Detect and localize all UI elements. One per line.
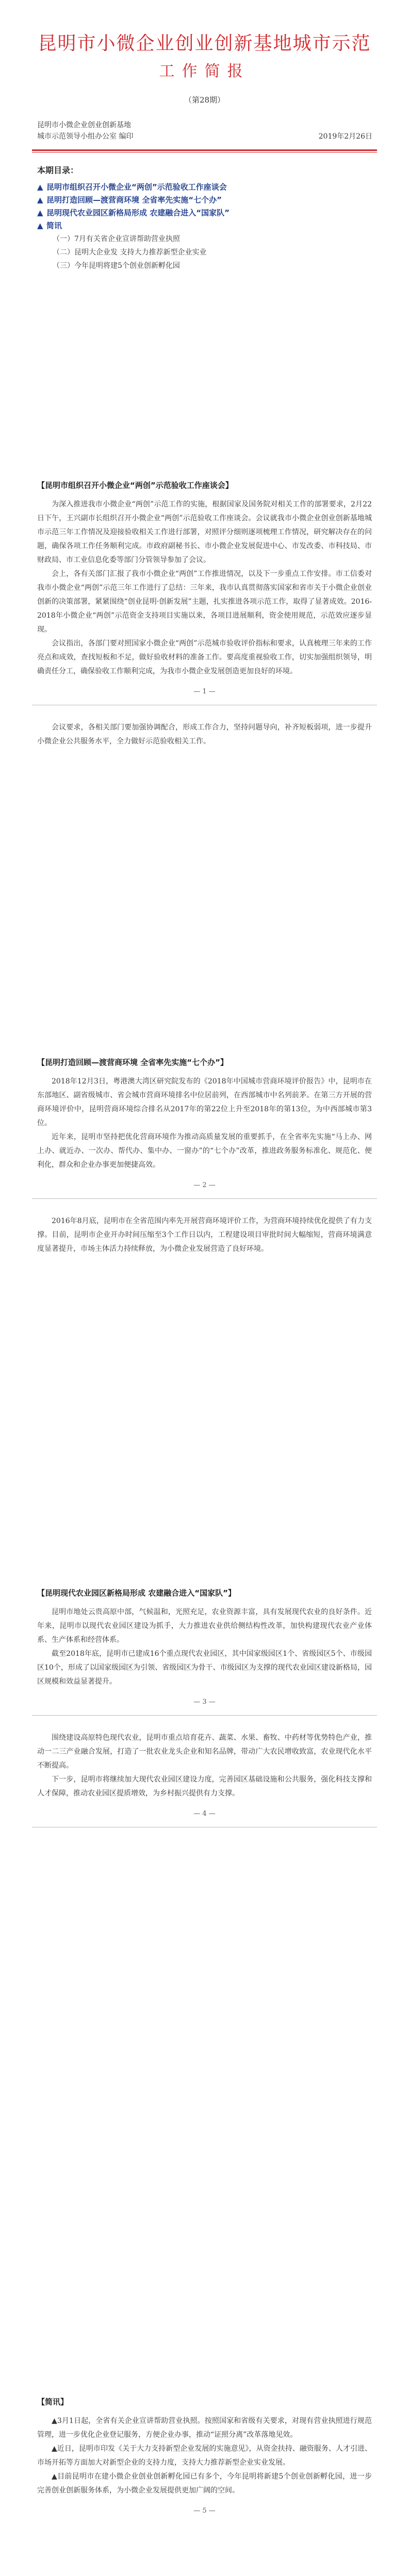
masthead-subtitle: 工作简报 [159,62,250,80]
page-number: — 2 — [193,1181,216,1189]
brief-paragraph: ▲近日，昆明市印发《关于大力支持新型企业发展的实施意见》，从资金扶持、融资服务、人才引进、市场开拓等方面加大对新型企业的支持力度，支持大力推荐新型企业实业发展。 [37,2445,372,2467]
issuer-block [37,120,372,142]
article-two-creation-meeting [32,479,377,749]
toc-subitem: （三）今年昆明将建5个创业创新孵化园 [53,262,180,270]
brief-paragraph: ▲3月1日起，全省有关企业宣讲帮助营业执照。按照国家和省级有关要求，对现有营业执照进行规范管理，进一步优化企业登记服务，方便企业办事，推动“证照分离”改革落地见效。 [37,2417,372,2439]
article-paragraph: 下一步，昆明市将继续加大现代农业园区建设力度，完善园区基础设施和公共服务，强化科技支撑和人才保障，推动农业园区提质增效，为乡村振兴提供有力支撑。 [37,1775,372,1798]
toc-subitem: （一）7月有关省企业宣讲帮助营业执照 [53,235,180,243]
article-title: 【昆明市组织召开小微企业“两创”示范验收工作座谈会】 [37,481,233,490]
toc-item-label: 昆明打造回顾—渡营商环境 全省率先实施“七个办” [46,195,222,205]
toc-heading: 本期目录： [37,165,79,175]
article-paragraph: 围绕建设高原特色现代农业，昆明市重点培育花卉、蔬菜、水果、畜牧、中药材等优势特色产业，推动一二三产业融合发展，打造了一批农业龙头企业和知名品牌，带动广大农民增收致富，农业现代化水平不断提高。 [37,1734,372,1770]
toc-item-label: 昆明现代农业园区新格局形成 农建融合进入“国家队” [46,208,230,217]
toc-item[interactable] [37,219,378,232]
brief-paragraph: ▲目前昆明市在建小微企业创业创新孵化园已有多个，今年昆明将新建5个创业创新孵化园，进一步完善创业创新服务体系，为小微企业发展提供更加广阔的空间。 [37,2472,372,2495]
article-modern-agriculture [32,1587,377,1827]
article-title: 【昆明现代农业园区新格局形成 农建融合进入“国家队”】 [37,1588,236,1598]
issuer-org-line2: 城市示范领导小组办公室 编印 [37,132,134,141]
article-paragraph: 昆明市地处云贵高原中部，气候温和，光照充足，农业资源丰富，具有发展现代农业的良好条件。近年来，昆明市以现代农业园区建设为抓手，大力推进农业供给侧结构性改革，加快构建现代农业产业体系、生产体系和经营体系。 [37,1608,372,1644]
masthead-title: 昆明市小微企业创业创新基地城市示范 [38,32,371,54]
article-business-environment [32,1056,377,1256]
toc-item-label: 昆明市组织召开小微企业“两创”示范验收工作座谈会 [46,182,227,192]
article-paragraph: 近年来，昆明市坚持把优化营商环境作为推动高质量发展的重要抓手，在全省率先实施“马上办、网上办、就近办、一次办、帮代办、集中办、一窗办”的“七个办”改革，推进政务服务标准化、规范化、便利化，群众和企业办事更加便捷高效。 [37,1133,372,1169]
article-title: 【昆明打造回顾—渡营商环境 全省率先实施“七个办”】 [37,1058,228,1067]
page-number: — 4 — [193,1810,216,1818]
triangle-bullet-icon: ▲ [37,208,43,217]
triangle-bullet-icon: ▲ [37,221,43,230]
article-paragraph: 会上，各有关部门汇报了我市小微企业“两创”工作推进情况，以及下一步重点工作安排。市工信委对我市小微企业“两创”示范三年工作进行了总结：三年来，我市认真贯彻落实国家和省市关于小微企业创业创新的决策部署，紧紧围绕“创业昆明·创新发展”主题，扎实推进各项示范工作，取得了显著成效。2016-2018年小微企业“两创”示范资金支持项目实施以来，各项目进展顺利，资金使用规范，示范效应逐步显现。 [37,570,372,634]
article-paragraph: 为深入推进我市小微企业“两创”示范工作的实施，根据国家及国务院对相关工作的部署要求，2月22日下午，王兴副市长组织召开小微企业“两创”示范验收工作座谈会。会议就我市小微企业创业创新基地城市示范三年工作情况及迎接验收相关工作进行部署，对照评分细则逐项梳理工作情况，研究解决存在的问题，确保各项工作任务顺利完成。市政府副秘书长、市小微企业发展促进中心、市发改委、市科技局、市财政局、市工业信息化委等部门分管领导参加了会议。 [37,500,372,564]
article-paragraph: 截至2018年底，昆明市已建成16个重点现代农业园区，其中国家级园区1个、省级园区5个、市级园区10个，形成了以国家级园区为引领、省级园区为骨干、市级园区为支撑的现代农业园区建设新格局，园区规模和效益显著提升。 [37,1650,372,1686]
article-paragraph: 2016年8月底，昆明市在全省范围内率先开展营商环境评价工作，为营商环境持续优化提供了有力支撑。目前，昆明市企业开办时间压缩至3个工作日以内，工程建设项目审批时间大幅缩短，营商环境满意度显著提升，市场主体活力持续释放，为小微企业发展营造了良好环境。 [37,1217,372,1253]
brief-news [32,2396,377,2524]
issue-number: （第28期） [184,95,225,105]
toc-item[interactable] [37,181,378,194]
toc-item[interactable] [37,207,378,219]
article-paragraph: 2018年12月3日，粤港澳大湾区研究院发布的《2018年中国城市营商环境评价报告》中，昆明市在东部地区、副省级城市、省会城市营商环境排名中位居前列，在西部城市中名列前茅。在第三方开展的营商环境评价中，昆明营商环境综合排名从2017年的第22位上升至2018年的第13位，为中西部城市第3位。 [37,1077,372,1127]
triangle-bullet-icon: ▲ [37,195,43,205]
page-number: — 3 — [193,1698,216,1706]
page-number: — 1 — [193,688,216,696]
page-number: — 5 — [193,2507,216,2515]
header-rule [32,149,377,151]
triangle-bullet-icon: ▲ [37,182,43,192]
article-paragraph: 会议要求，各相关部门要加强协调配合，形成工作合力，坚持问题导向，补齐短板弱项，进一步提升小微企业公共服务水平，全力做好示范验收相关工作。 [37,723,372,745]
toc-item-label: 简讯 [46,221,62,230]
toc-subitem: （二）昆明大企业发 支持大力推荐新型企业实业 [53,248,207,257]
table-of-contents [37,164,378,273]
issuer-org-line1: 昆明市小微企业创业创新基地 [37,121,131,129]
masthead [0,32,409,81]
toc-item[interactable] [37,194,378,207]
brief-title: 【简讯】 [37,2397,69,2406]
article-paragraph: 会议指出，各部门要对照国家小微企业“两创”示范城市验收评价指标和要求，认真梳理三年来的工作亮点和成效，查找短板和不足，做好验收材料的准备工作。要高度重视验收工作，切实加强组织领导，明确责任分工，确保验收工作顺利完成，为我市小微企业发展创造更加良好的环境。 [37,639,372,675]
issue-date: 2019年2月26日 [318,132,372,141]
